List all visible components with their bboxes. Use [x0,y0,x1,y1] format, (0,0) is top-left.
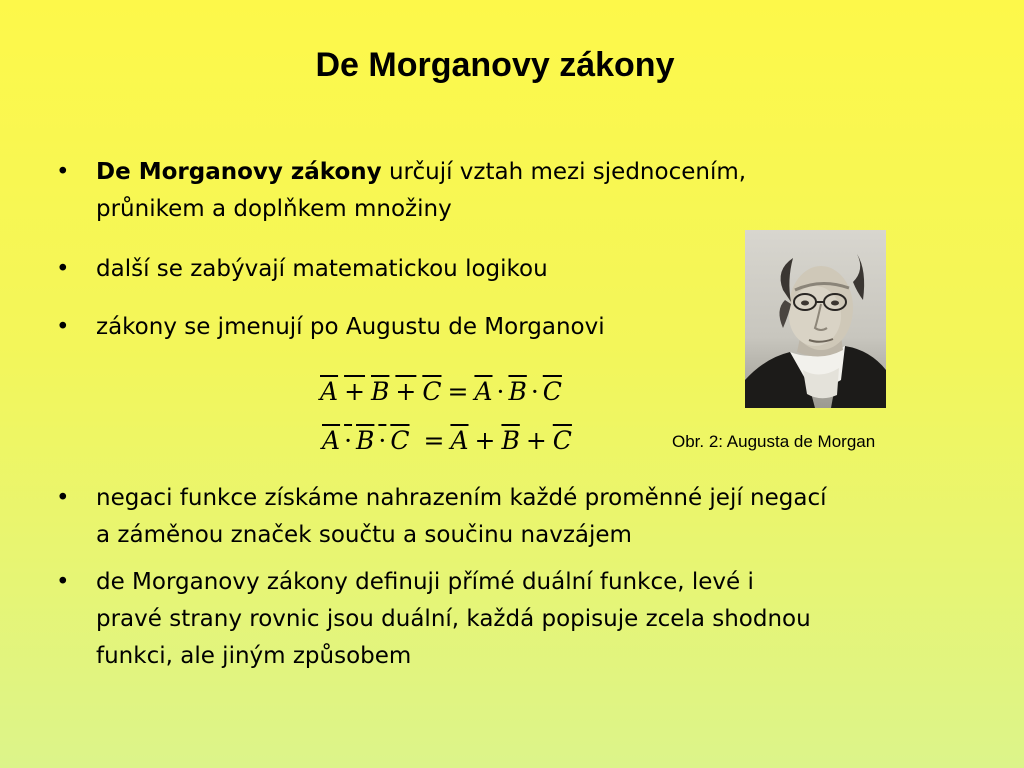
eq1-neg-c: $\overline{C}$ [542,377,562,406]
equation-2 [322,426,572,456]
eq1-equals: = [447,377,469,406]
eq2-var-b: B [356,426,375,455]
eq2-neg-c: $\overline{C}$ [552,426,572,455]
slide-title: De Morganovy zákony [315,46,675,84]
bullet-logic-text: další se zabývají matematickou logikou [96,256,548,282]
eq1-dot-1: · [496,377,505,406]
portrait-photo [745,230,886,408]
eq2-neg-a: $\overline{A}$ [450,426,469,455]
bullet-dual-line1: de Morganovy zákony definuji přímé duální funkce, levé i [96,569,754,595]
bullet-definition-term: De Morganovy zákony [96,159,382,185]
bullet-dual-line3: funkci, ale jiným způsobem [96,643,412,669]
bullet-named-after-text: zákony se jmenují po Augustu de Morganovi [96,314,605,340]
eq2-dot-1: · [344,426,353,455]
eq2-var-a: A [322,426,341,455]
eq1-plus-2: + [395,377,417,406]
eq2-equals: = [423,426,445,455]
bullet-negation [96,480,976,554]
eq1-var-a: A [320,377,339,406]
eq1-var-b: B [371,377,390,406]
bullet-definition [96,154,976,228]
eq2-plus-2: + [525,426,547,455]
portrait-caption: Obr. 2: Augusta de Morgan [672,432,876,451]
eq1-neg-b: $\overline{B}$ [508,377,527,406]
eq2-plus-1: + [474,426,496,455]
eq2-var-c: C [390,426,410,455]
equation-1-lhs [320,377,441,406]
bullet-negation-line2: a záměnou značek součtu a součinu navzájem [96,522,632,548]
eq1-neg-a: $\overline{A}$ [474,377,493,406]
eq1-var-c: C [422,377,442,406]
bullet-dual-functions [96,564,976,675]
eq1-plus-1: + [344,377,366,406]
bullet-definition-text-line2: průnikem a doplňkem množiny [96,196,452,222]
equation-1 [320,377,562,407]
bullet-definition-text: určují vztah mezi sjednocením, [381,159,747,185]
eq2-neg-b: $\overline{B}$ [501,426,520,455]
portrait-icon [745,230,886,408]
bullet-negation-line1: negaci funkce získáme nahrazením každé proměnné její negací [96,485,827,511]
bullet-dual-line2: pravé strany rovnic jsou duální, každá popisuje zcela shodnou [96,606,811,632]
eq1-dot-2: · [530,377,539,406]
eq2-dot-2: · [378,426,387,455]
equation-2-lhs [322,426,409,455]
